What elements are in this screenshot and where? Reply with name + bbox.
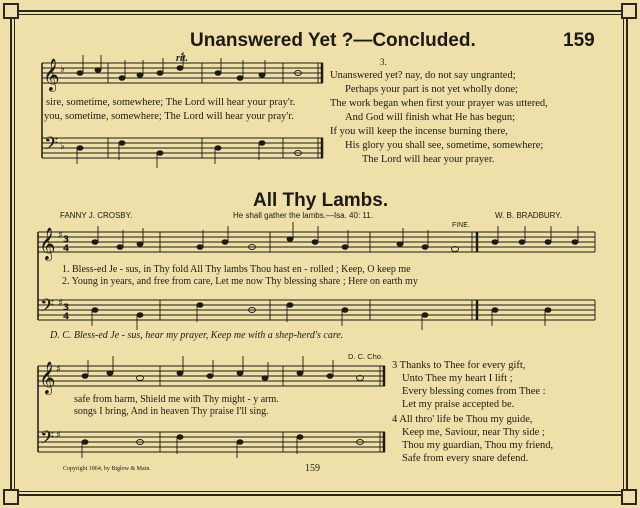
footer-page-number: 159 (305, 463, 320, 474)
author-credit: FANNY J. CROSBY. (60, 211, 133, 220)
svg-text:♯: ♯ (56, 364, 61, 375)
dc-cho-mark: D. C. Cho. (348, 352, 384, 361)
svg-text:♯: ♯ (58, 298, 63, 309)
copyright: Copyright 1864, by Biglow & Main. (63, 466, 151, 472)
stanza-line: 3 Thanks to Thee for every gift, (392, 360, 526, 371)
second-system-lyric-2: songs I bring, And in heaven Thy praise I'll sing. (74, 406, 269, 417)
ritardando-mark: rit. (176, 53, 188, 64)
svg-text:♯: ♯ (56, 430, 61, 441)
scripture-reference: He shall gather the lambs.—Isa. 40: 11. (233, 211, 373, 220)
stanza-line: Thou my guardian, Thou my friend, (402, 440, 554, 451)
stanza-line: The work began when first your prayer was uttered, (330, 98, 548, 109)
stanza-line: The Lord will hear your prayer. (362, 154, 495, 165)
svg-text:𝄢: 𝄢 (40, 296, 55, 321)
fine-mark: FINE. (452, 222, 470, 229)
hymn-title-upper: Unanswered Yet ?—Concluded. (190, 30, 476, 51)
svg-text:3: 3 (63, 303, 70, 313)
svg-text:4: 4 (63, 244, 70, 254)
svg-text:3: 3 (63, 235, 70, 245)
composer-credit: W. B. BRADBURY. (495, 211, 562, 220)
svg-text:𝄞: 𝄞 (43, 58, 60, 91)
verse2-lyrics: 2. Young in years, and free from care, Let me now Thy blessing share ; Here on earth my (62, 276, 418, 287)
stanza-line: Unto Thee my heart I lift ; (402, 373, 513, 384)
stanza-line: Keep me, Saviour, near Thy side ; (402, 427, 545, 438)
svg-text:♭: ♭ (60, 141, 65, 152)
stanza-line: If you will keep the incense burning there, (330, 126, 508, 137)
stanza-line: Let my praise accepted be. (402, 399, 515, 410)
svg-text:𝄢: 𝄢 (44, 134, 59, 159)
stanza-line: Safe from every snare defend. (402, 453, 529, 464)
verse1-lyrics: 1. Bless-ed Je - sus, in Thy fold All Thy lambs Thou hast en - rolled ; Keep, O keep me (62, 264, 411, 275)
stanza-line: His glory you shall see, sometime, somewhere; (345, 140, 544, 151)
stanza-line: Unanswered yet? nay, do not say ungranted; (330, 70, 516, 81)
svg-text:♯: ♯ (58, 230, 63, 241)
dc-lyrics: D. C. Bless-ed Je - sus, hear my prayer, Keep me with a shep-herd's care. (50, 330, 344, 341)
stanza-line: 4 All thro' life be Thou my guide, (392, 414, 533, 425)
svg-text:♭: ♭ (60, 64, 65, 75)
stanza-line: Every blessing comes from Thee : (402, 386, 546, 397)
stanza-line: And God will finish what He has begun; (345, 112, 516, 123)
upper-lyric-line-1: sire, sometime, somewhere; The Lord will hear your pray'r. (46, 97, 296, 108)
second-system-lyric-1: safe from harm, Shield me with Thy might - y arm. (74, 394, 279, 405)
svg-text:𝄞: 𝄞 (39, 361, 56, 394)
stanza-line: Perhaps your part is not yet wholly done; (345, 84, 518, 95)
svg-text:𝄞: 𝄞 (39, 227, 56, 260)
hymn-title-lower: All Thy Lambs. (253, 190, 389, 211)
svg-text:4: 4 (63, 312, 70, 322)
page-number: 159 (563, 30, 595, 51)
stanza-number: 3. (380, 57, 387, 67)
upper-lyric-line-2: you, sometime, somewhere; The Lord will hear your pray'r. (44, 111, 294, 122)
svg-text:𝄢: 𝄢 (40, 428, 55, 453)
